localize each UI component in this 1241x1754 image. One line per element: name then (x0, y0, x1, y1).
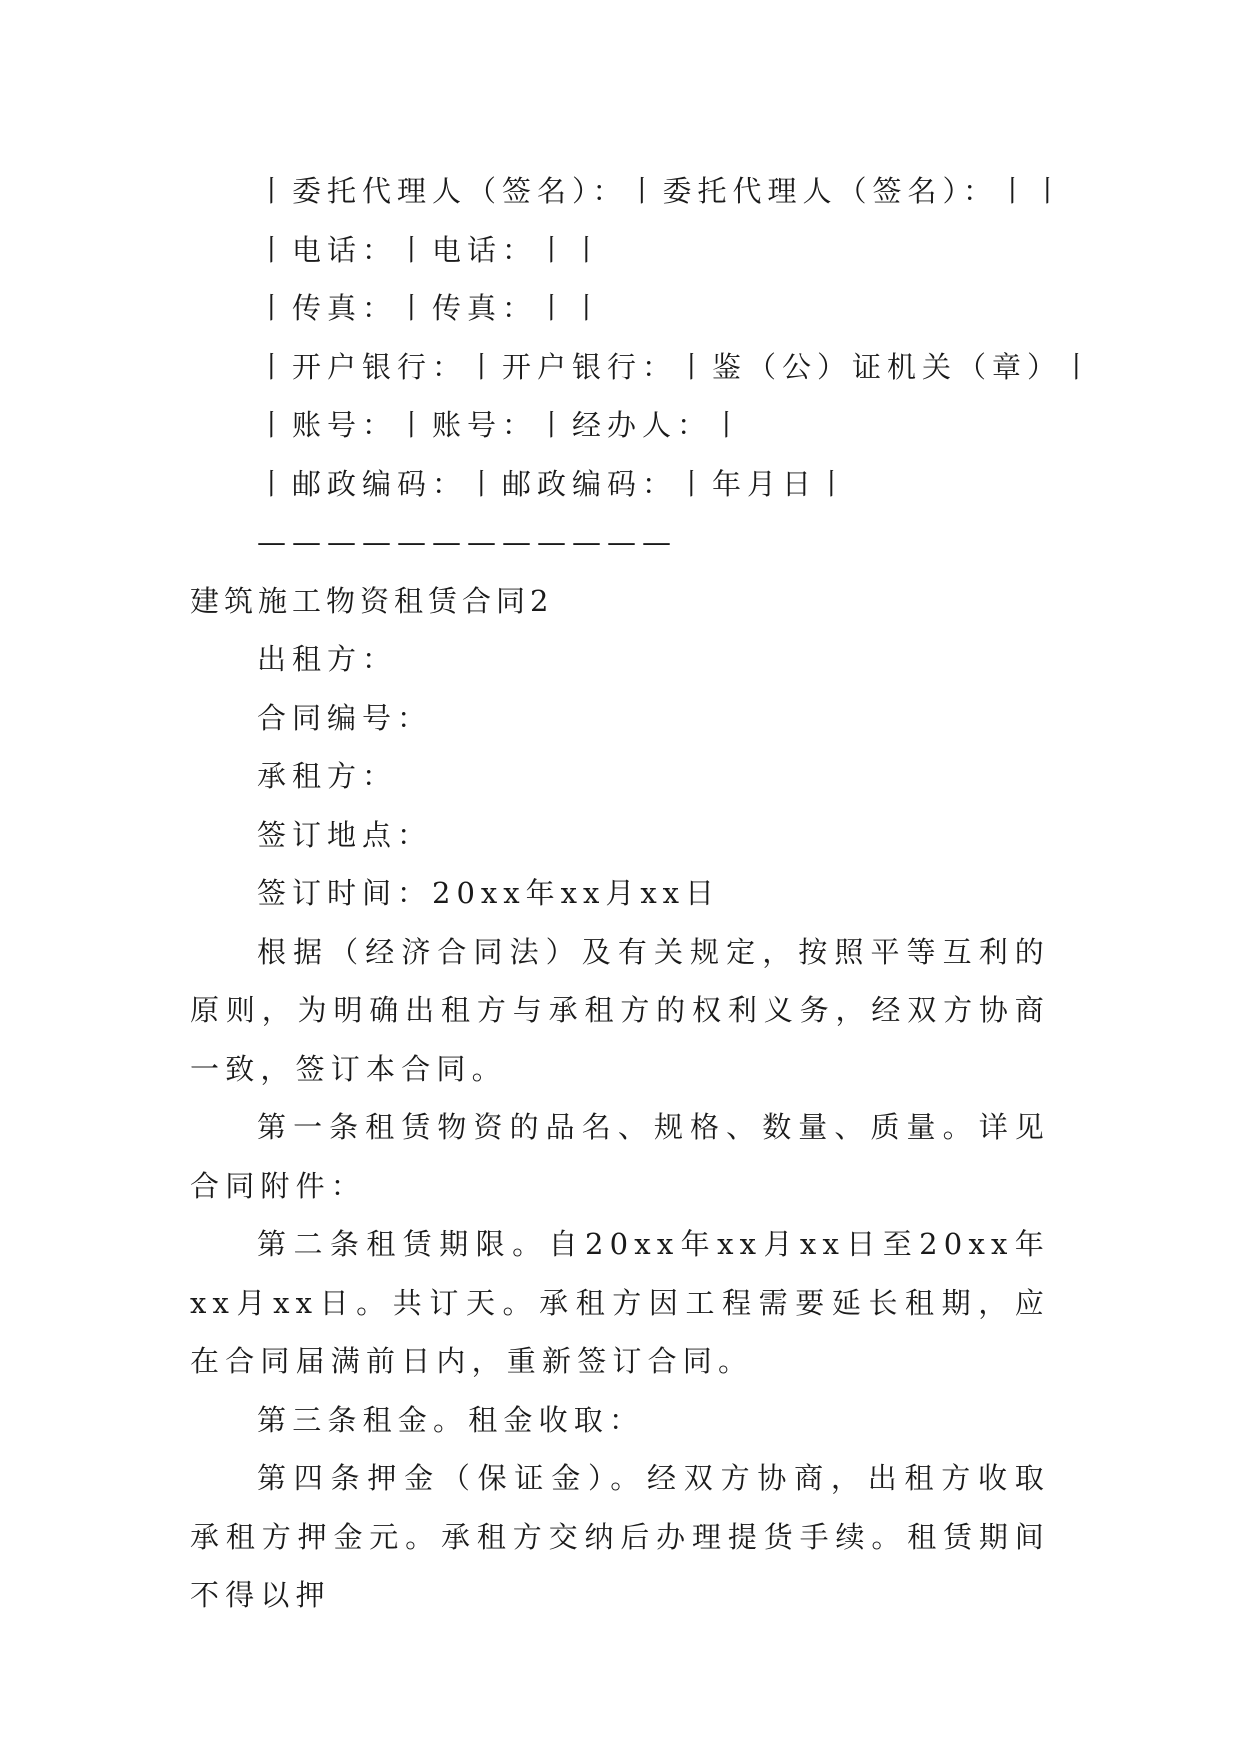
field-signing-place: 签订地点： (257, 817, 433, 852)
field-lessee: 承租方： (257, 759, 398, 793)
contract-fields (190, 630, 1050, 923)
contract-title: 建筑施工物资租赁合同2 (190, 583, 554, 618)
field-contract-number: 合同编号： (257, 700, 433, 735)
signature-row-postcode: 丨邮政编码：丨邮政编码：丨年月日丨 (257, 466, 853, 501)
field-lessor: 出租方： (257, 642, 398, 676)
document-body (190, 162, 1098, 1625)
separator-line: ———————————— (257, 525, 677, 559)
signature-row-phone: 丨电话：丨电话：丨丨 (257, 232, 608, 267)
paragraph-preamble: 根据（经济合同法）及有关规定，按照平等互利的原则，为明确出租方与承租方的权利义务，经双方协商一致，签订本合同。 (190, 934, 1050, 1086)
signature-row-agent: 丨委托代理人（签名）：丨委托代理人（签名）：丨丨 (257, 174, 1069, 208)
paragraph-article-4: 第四条押金（保证金）。经双方协商，出租方收取承租方押金元。承租方交纳后办理提货手续。租赁期间不得以押 (190, 1461, 1050, 1612)
paragraph-article-3: 第三条租金。租金收取： (257, 1402, 645, 1437)
contract-clauses (190, 923, 1050, 1625)
signature-row-account: 丨账号：丨账号：丨经办人：丨 (257, 408, 748, 442)
paragraph-article-1: 第一条租赁物资的品名、规格、数量、质量。详见合同附件： (190, 1110, 1050, 1203)
paragraph-article-2: 第二条租赁期限。自20xx年xx月xx日至20xx年xx月xx日。共订天。承租方因工程需要延长租期，应在合同届满前日内，重新签订合同。 (190, 1227, 1050, 1378)
signature-row-bank: 丨开户银行：丨开户银行：丨鉴（公）证机关（章）丨 (257, 349, 1098, 384)
field-signing-time: 签订时间：20xx年xx月xx日 (257, 876, 721, 910)
signature-table (190, 162, 1098, 572)
signature-row-fax: 丨传真：丨传真：丨丨 (257, 291, 608, 325)
